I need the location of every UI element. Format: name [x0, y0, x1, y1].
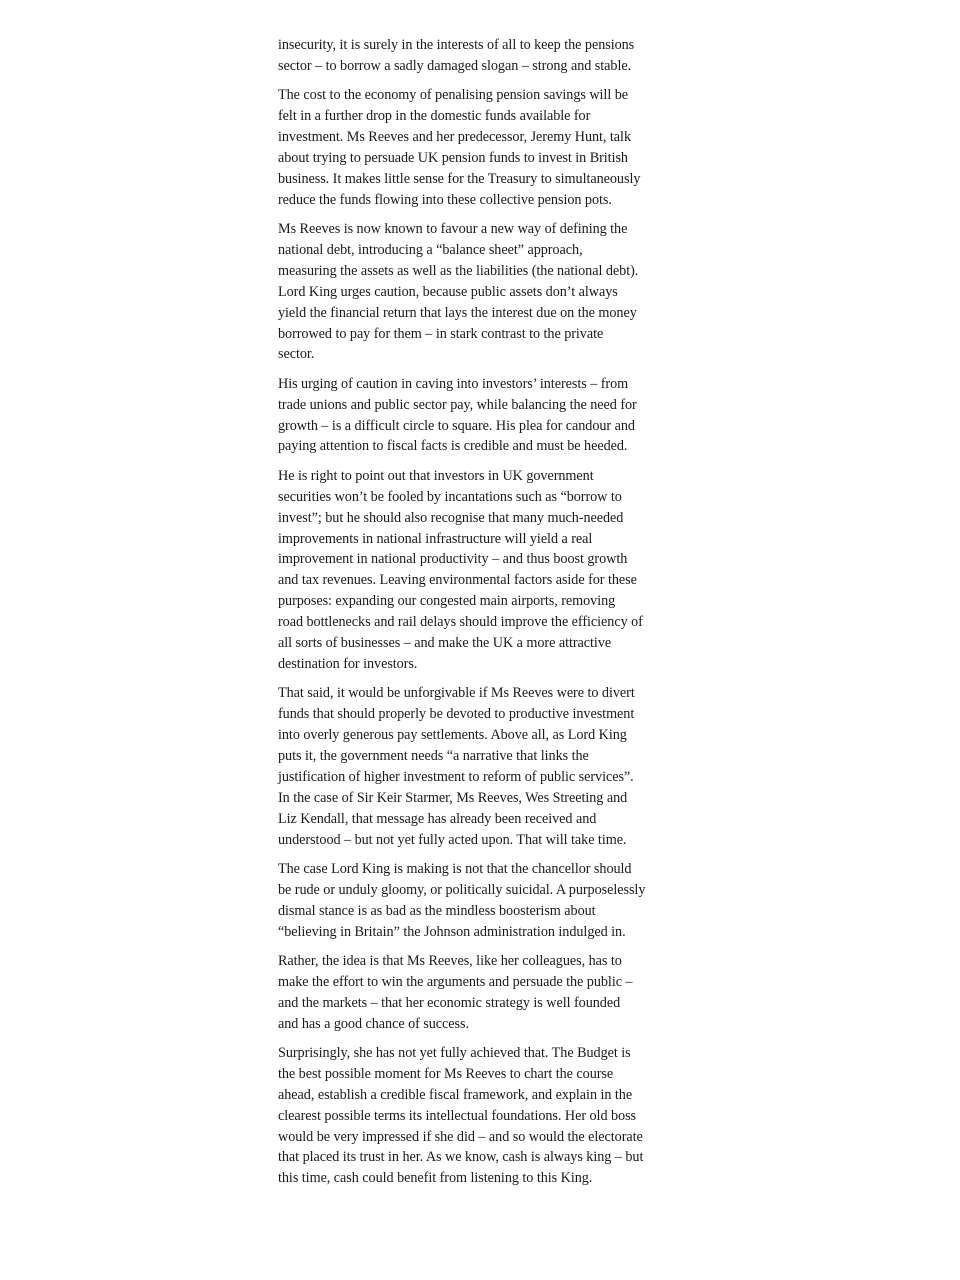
text-line: felt in a further drop in the domestic funds available for — [278, 108, 591, 125]
paragraph-gloomy-stance — [278, 859, 682, 943]
text-line: He is right to point out that investors in UK government — [278, 467, 594, 484]
text-line: and tax revenues. Leaving environmental factors aside for these — [278, 572, 637, 589]
text-line: improvement in national productivity – and thus boost growth — [278, 551, 628, 568]
text-line: funds that should properly be devoted to productive investment — [278, 706, 635, 723]
text-line: growth – is a difficult circle to square. His plea for candour and — [278, 417, 635, 434]
text-line: the best possible moment for Ms Reeves to chart the course — [278, 1065, 614, 1082]
text-line: investment. Ms Reeves and her predecessor, Jeremy Hunt, talk — [278, 129, 631, 146]
text-line: borrowed to pay for them – in stark contrast to the private — [278, 325, 604, 342]
text-line: reduce the funds flowing into these collective pension pots. — [278, 191, 612, 208]
text-line: “believing in Britain” the Johnson administration indulged in. — [278, 923, 626, 940]
text-line: invest”; but he should also recognise that many much-needed — [278, 509, 624, 526]
text-line: business. It makes little sense for the Treasury to simultaneously — [278, 170, 641, 187]
text-line: insecurity, it is surely in the interests of all to keep the pensions — [278, 37, 635, 53]
text-line: puts it, the government needs “a narrative that links the — [278, 747, 589, 764]
text-line: understood – but not yet fully acted upon. That will take time. — [278, 831, 627, 848]
paragraph-pension-savings-cost — [278, 85, 682, 210]
text-line: into overly generous pay settlements. Above all, as Lord King — [278, 727, 627, 744]
text-line: securities won’t be fooled by incantations such as “borrow to — [278, 488, 622, 505]
text-line: trade unions and public sector pay, while balancing the need for — [278, 396, 637, 413]
text-line: Rather, the idea is that Ms Reeves, like her colleagues, has to — [278, 952, 622, 969]
paragraph-budget-conclusion — [278, 1043, 682, 1189]
text-line: justification of higher investment to reform of public services”. — [278, 768, 634, 785]
text-line: that placed its trust in her. As we know, cash is always king – but — [278, 1149, 644, 1166]
paragraph-win-arguments — [278, 951, 682, 1035]
paragraph-infrastructure — [278, 466, 682, 675]
paragraph-balance-sheet — [278, 219, 682, 365]
text-line: yield the financial return that lays the interest due on the money — [278, 304, 637, 321]
text-line: In the case of Sir Keir Starmer, Ms Reeves, Wes Streeting and — [278, 789, 628, 806]
text-line: and the markets – that her economic strategy is well founded — [278, 994, 621, 1011]
text-line: destination for investors. — [278, 655, 418, 672]
text-line: and has a good chance of success. — [278, 1015, 469, 1032]
text-line: about trying to persuade UK pension funds to invest in British — [278, 149, 628, 166]
text-line: clearest possible terms its intellectual foundations. Her old boss — [278, 1107, 637, 1124]
text-line: this time, cash could benefit from listening to this King. — [278, 1170, 593, 1187]
text-line: Lord King urges caution, because public assets don’t always — [278, 283, 618, 300]
text-line: sector – to borrow a sadly damaged slogan – strong and stable. — [278, 57, 632, 74]
text-line: purposes: expanding our congested main airports, removing — [278, 593, 616, 610]
text-line: Ms Reeves is now known to favour a new way of defining the — [278, 221, 628, 238]
text-line: national debt, introducing a “balance sheet” approach, — [278, 241, 583, 258]
text-line: improvements in national infrastructure will yield a real — [278, 530, 593, 547]
article-body — [278, 35, 682, 1198]
text-line: Liz Kendall, that message has already been received and — [278, 810, 597, 827]
text-line: The cost to the economy of penalising pension savings will be — [278, 87, 628, 104]
text-line: road bottlenecks and rail delays should improve the efficiency of — [278, 614, 643, 631]
text-line: dismal stance is as bad as the mindless boosterism about — [278, 902, 596, 919]
text-line: Surprisingly, she has not yet fully achieved that. The Budget is — [278, 1044, 631, 1061]
paragraph-caution — [278, 374, 682, 458]
paragraph-pay-settlements — [278, 683, 682, 850]
text-line: all sorts of businesses – and make the UK a more attractive — [278, 635, 612, 652]
text-line: make the effort to win the arguments and persuade the public – — [278, 973, 633, 990]
text-line: measuring the assets as well as the liabilities (the national debt). — [278, 262, 639, 279]
text-line: sector. — [278, 346, 315, 363]
text-line: would be very impressed if she did – and so would the electorate — [278, 1128, 643, 1145]
text-line: That said, it would be unforgivable if Ms Reeves were to divert — [278, 685, 635, 702]
text-line: The case Lord King is making is not that the chancellor should — [278, 860, 632, 877]
text-line: His urging of caution in caving into investors’ interests – from — [278, 375, 629, 392]
paragraph-pension-security — [278, 35, 682, 77]
text-line: ahead, establish a credible fiscal framework, and explain in the — [278, 1086, 633, 1103]
text-line: be rude or unduly gloomy, or politically suicidal. A purposelessly — [278, 881, 646, 898]
text-line: paying attention to fiscal facts is credible and must be heeded. — [278, 438, 628, 455]
